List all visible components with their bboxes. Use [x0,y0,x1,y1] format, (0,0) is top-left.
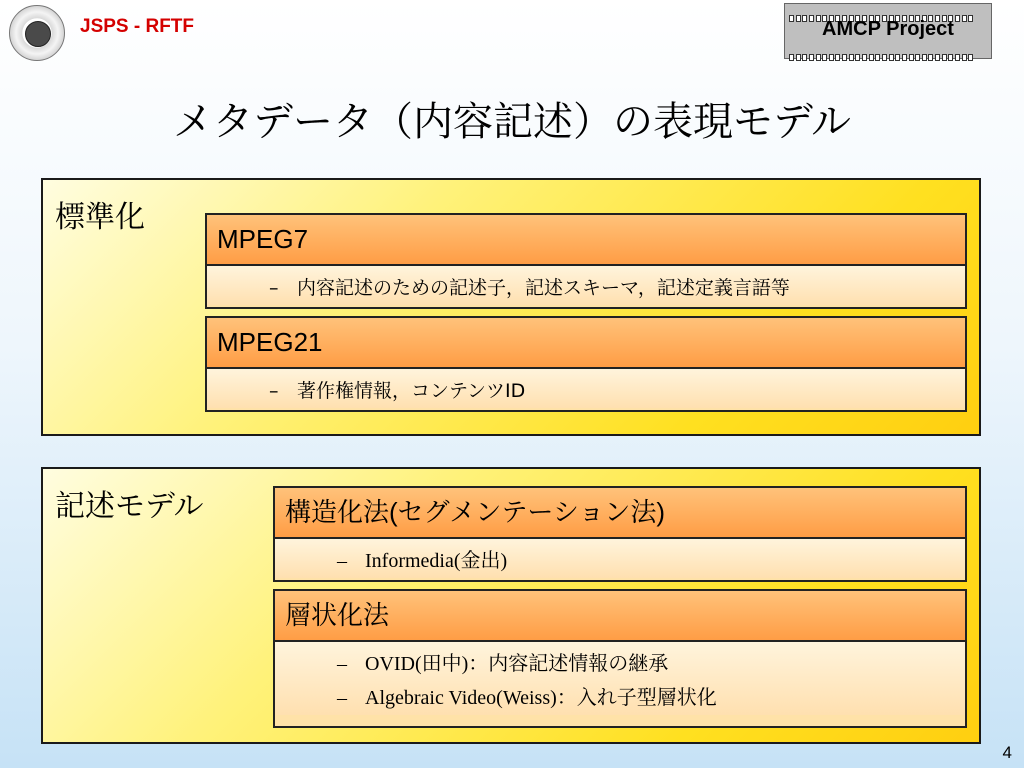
bullet-item: – OVID(田中)：内容記述情報の継承 [337,653,669,675]
bullet-item: – 著作権情報，コンテンツID [269,380,526,402]
project-badge [784,3,992,59]
page-number: 4 [1002,743,1012,762]
section-label: 標準化 [55,200,145,235]
card-structural-method [273,486,967,582]
film-strip-top [789,7,987,16]
university-seal-icon [9,5,65,61]
card-body [207,266,965,305]
film-strip-bottom [789,46,987,55]
card-mpeg7 [205,213,967,309]
card-mpeg21 [205,316,967,412]
org-label: JSPS - RFTF [80,16,195,37]
card-heading: MPEG21 [207,318,965,369]
section-standardization [41,178,981,436]
slide-title: メタデータ（内容記述）の表現モデル [173,99,851,145]
card-layered-method [273,589,967,728]
bullet-item: – 内容記述のための記述子，記述スキーマ，記述定義言語等 [269,277,790,299]
card-heading: 構造化法(セグメンテーション法) [275,488,965,539]
bullet-item: – Algebraic Video(Weiss)：入れ子型層状化 [337,687,717,709]
card-body [275,539,965,578]
bullet-item: – Informedia(金出) [337,550,508,572]
card-heading: 層状化法 [275,591,965,642]
section-description-model [41,467,981,744]
section-label: 記述モデル [55,489,204,524]
project-label: AMCP Project [822,18,954,40]
card-body [275,642,965,715]
card-body [207,369,965,408]
card-heading: MPEG7 [207,215,965,266]
